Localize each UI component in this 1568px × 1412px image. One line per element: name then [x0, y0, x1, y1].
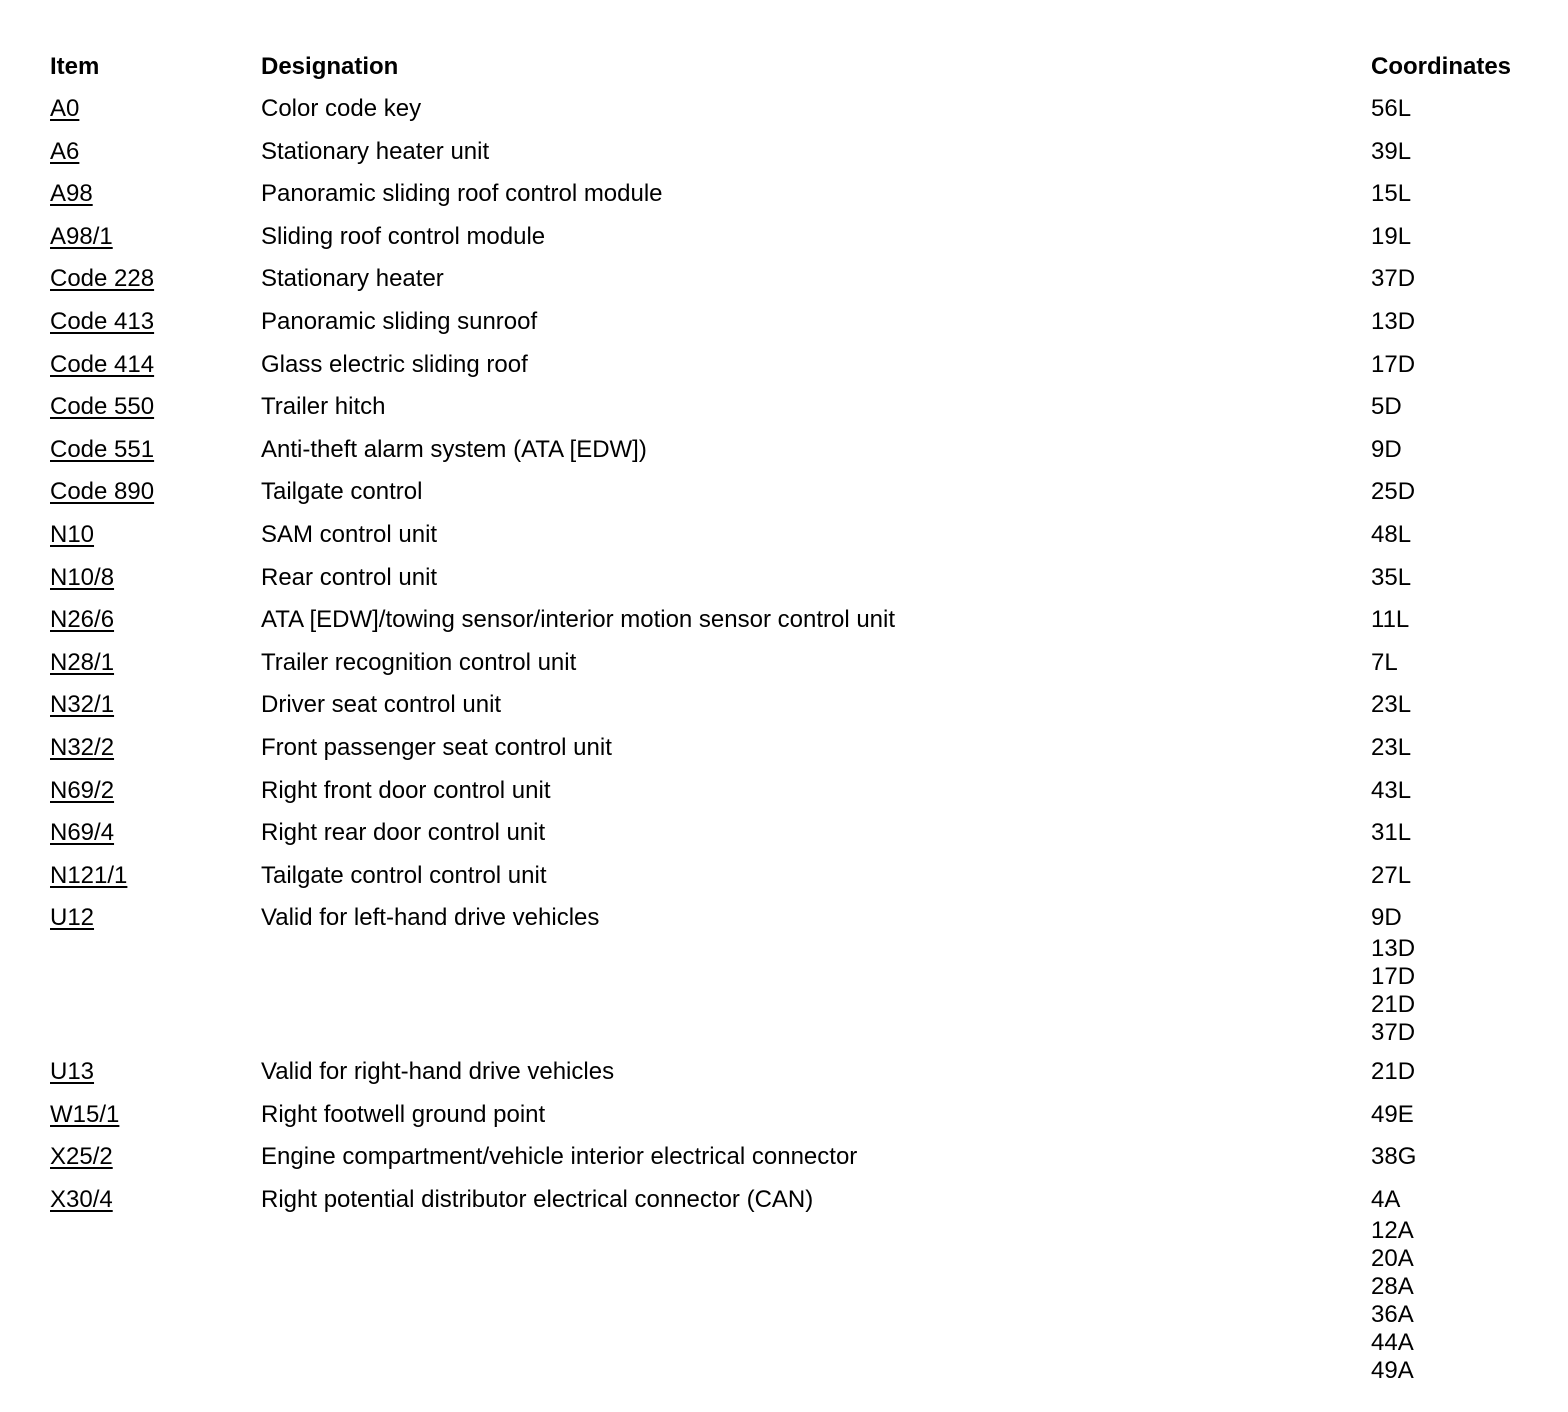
- coordinates-cell: [1371, 433, 1540, 467]
- item-cell: [50, 433, 261, 467]
- item-cell: [50, 177, 261, 211]
- coordinate-value: 19L: [1371, 222, 1412, 250]
- coordinates-cell: [1371, 262, 1540, 296]
- item-cell: [50, 135, 261, 169]
- item-cell: [50, 859, 261, 893]
- item-link[interactable]: N32/1: [50, 691, 115, 719]
- coordinates-cell: [1371, 561, 1540, 595]
- coordinate-value: 31L: [1371, 819, 1412, 847]
- item-cell: [50, 348, 261, 382]
- coordinate-value: 23L: [1371, 691, 1412, 719]
- coordinates-cell: [1371, 646, 1540, 680]
- item-cell: [50, 1140, 261, 1174]
- item-link[interactable]: Code 228: [50, 265, 155, 293]
- item-link[interactable]: Code 890: [50, 478, 155, 506]
- coordinate-value: 37D: [1371, 265, 1416, 293]
- item-link[interactable]: X25/2: [50, 1143, 113, 1171]
- item-cell: [50, 390, 261, 424]
- table-row: [50, 433, 1540, 476]
- item-cell: [50, 901, 261, 935]
- item-cell: [50, 305, 261, 339]
- table-row: [50, 348, 1540, 391]
- coordinate-value: 9D: [1371, 904, 1402, 932]
- item-cell: [50, 92, 261, 126]
- item-cell: [50, 262, 261, 296]
- table-row: [50, 774, 1540, 817]
- table-row: [50, 1098, 1540, 1141]
- coordinate-value: 11L: [1371, 606, 1410, 634]
- item-link[interactable]: N10/8: [50, 563, 115, 591]
- table-row: [50, 305, 1540, 348]
- table-row: [50, 475, 1540, 518]
- designation-cell: Right rear door control unit: [261, 819, 546, 847]
- coordinate-value: 21D: [1371, 991, 1416, 1019]
- coordinate-value: 35L: [1371, 563, 1412, 591]
- designation-cell: Valid for left-hand drive vehicles: [261, 904, 600, 932]
- coordinate-value: 17D: [1371, 963, 1416, 991]
- designation-cell: Anti-theft alarm system (ATA [EDW]): [261, 435, 647, 463]
- item-cell: [50, 1183, 261, 1217]
- coordinates-cell: [1371, 390, 1540, 424]
- table-row: [50, 92, 1540, 135]
- coordinate-value: 20A: [1371, 1245, 1414, 1273]
- table-row: [50, 1140, 1540, 1183]
- item-cell: [50, 603, 261, 637]
- item-link[interactable]: X30/4: [50, 1186, 113, 1214]
- table-row: [50, 135, 1540, 178]
- coordinates-cell: [1371, 731, 1540, 765]
- coordinates-cell: [1371, 688, 1540, 722]
- designation-cell: Right front door control unit: [261, 776, 551, 804]
- item-cell: [50, 688, 261, 722]
- designation-cell: Rear control unit: [261, 563, 438, 591]
- item-link[interactable]: N26/6: [50, 606, 115, 634]
- table-header: [50, 50, 1540, 92]
- item-link[interactable]: A98/1: [50, 222, 113, 250]
- item-cell: [50, 731, 261, 765]
- coordinate-value: 15L: [1371, 180, 1412, 208]
- table-row: [50, 816, 1540, 859]
- designation-cell: Valid for right-hand drive vehicles: [261, 1058, 615, 1086]
- coordinate-value: 44A: [1371, 1329, 1414, 1357]
- coordinate-value: 39L: [1371, 137, 1412, 165]
- coordinates-cell: [1371, 859, 1540, 893]
- item-link[interactable]: N121/1: [50, 861, 128, 889]
- coordinate-value: 13D: [1371, 307, 1416, 335]
- coordinate-value: 56L: [1371, 95, 1412, 122]
- designation-cell: Tailgate control: [261, 478, 423, 506]
- item-link[interactable]: Code 413: [50, 307, 155, 335]
- header-item: Item: [50, 53, 100, 80]
- designation-cell: SAM control unit: [261, 520, 438, 548]
- legend-table: [50, 50, 1540, 1393]
- coordinate-value: 25D: [1371, 478, 1416, 506]
- item-link[interactable]: N32/2: [50, 733, 115, 761]
- coordinates-cell: [1371, 1055, 1540, 1089]
- coordinates-cell: [1371, 348, 1540, 382]
- header-designation: Designation: [261, 53, 399, 80]
- coordinate-value: 9D: [1371, 435, 1402, 463]
- table-row: [50, 177, 1540, 220]
- coordinate-value: 38G: [1371, 1143, 1417, 1171]
- item-cell: [50, 518, 261, 552]
- designation-cell: Stationary heater: [261, 265, 444, 293]
- item-cell: [50, 816, 261, 850]
- item-cell: [50, 475, 261, 509]
- coordinates-cell: [1371, 1098, 1540, 1132]
- designation-cell: Trailer recognition control unit: [261, 648, 577, 676]
- coordinates-cell: [1371, 518, 1540, 552]
- coordinate-value: 7L: [1371, 648, 1398, 676]
- coordinate-value: 36A: [1371, 1301, 1414, 1329]
- designation-cell: Driver seat control unit: [261, 691, 502, 719]
- designation-cell: Panoramic sliding roof control module: [261, 180, 663, 208]
- header-coordinates: Coordinates: [1371, 53, 1512, 80]
- designation-cell: Color code key: [261, 95, 422, 122]
- table-row: [50, 1183, 1540, 1393]
- designation-cell: Glass electric sliding roof: [261, 350, 528, 378]
- table-row: [50, 688, 1540, 731]
- item-cell: [50, 1098, 261, 1132]
- coordinate-value: 43L: [1371, 776, 1412, 804]
- coordinate-value: 49E: [1371, 1100, 1414, 1128]
- designation-cell: Right footwell ground point: [261, 1100, 546, 1128]
- coordinate-value: 49A: [1371, 1357, 1414, 1385]
- coordinate-value: 37D: [1371, 1019, 1416, 1047]
- item-cell: [50, 1055, 261, 1089]
- item-link[interactable]: A0: [50, 95, 80, 122]
- coordinate-value: 21D: [1371, 1058, 1416, 1086]
- item-link[interactable]: A98: [50, 180, 93, 208]
- coordinate-value: 12A: [1371, 1217, 1414, 1245]
- coordinates-cell: [1371, 177, 1540, 211]
- item-link[interactable]: N28/1: [50, 648, 115, 676]
- item-cell: [50, 220, 261, 254]
- item-link[interactable]: Code 551: [50, 435, 155, 463]
- table-row: [50, 646, 1540, 689]
- coordinate-value: 5D: [1371, 393, 1402, 421]
- item-link[interactable]: A6: [50, 137, 80, 165]
- coordinates-cell: [1371, 603, 1540, 637]
- designation-cell: Panoramic sliding sunroof: [261, 307, 538, 335]
- table-row: [50, 731, 1540, 774]
- item-link[interactable]: U13: [50, 1058, 95, 1086]
- coordinates-cell: [1371, 901, 1540, 1047]
- table-body: [50, 92, 1540, 1393]
- coordinates-cell: [1371, 1140, 1540, 1174]
- item-cell: [50, 646, 261, 680]
- coordinates-cell: [1371, 475, 1540, 509]
- table-row: [50, 390, 1540, 433]
- table-row: [50, 561, 1540, 604]
- designation-cell: Stationary heater unit: [261, 137, 490, 165]
- coordinate-value: 13D: [1371, 935, 1416, 963]
- table-row: [50, 220, 1540, 263]
- coordinate-value: 23L: [1371, 733, 1412, 761]
- coordinates-cell: [1371, 1183, 1540, 1385]
- coordinate-value: 48L: [1371, 520, 1412, 548]
- item-link[interactable]: N69/4: [50, 819, 115, 847]
- designation-cell: Engine compartment/vehicle interior electrical connector: [261, 1143, 858, 1171]
- table-row: [50, 518, 1540, 561]
- item-link[interactable]: N69/2: [50, 776, 115, 804]
- item-link[interactable]: W15/1: [50, 1100, 120, 1128]
- coordinate-value: 17D: [1371, 350, 1416, 378]
- designation-cell: ATA [EDW]/towing sensor/interior motion sensor control unit: [261, 606, 896, 634]
- table-row: [50, 1055, 1540, 1098]
- coordinates-cell: [1371, 305, 1540, 339]
- designation-cell: Right potential distributor electrical connector (CAN): [261, 1186, 814, 1214]
- table-row: [50, 859, 1540, 902]
- item-link[interactable]: U12: [50, 904, 95, 932]
- designation-cell: Sliding roof control module: [261, 222, 546, 250]
- coordinates-cell: [1371, 220, 1540, 254]
- coordinate-value: 28A: [1371, 1273, 1414, 1301]
- coordinates-cell: [1371, 92, 1540, 126]
- item-link[interactable]: Code 414: [50, 350, 155, 378]
- item-cell: [50, 561, 261, 595]
- coordinate-value: 27L: [1371, 861, 1412, 889]
- designation-cell: Trailer hitch: [261, 393, 386, 421]
- item-cell: [50, 774, 261, 808]
- table-row: [50, 262, 1540, 305]
- table-row: [50, 901, 1540, 1055]
- table-row: [50, 603, 1540, 646]
- designation-cell: Front passenger seat control unit: [261, 733, 612, 761]
- item-link[interactable]: N10: [50, 520, 95, 548]
- item-link[interactable]: Code 550: [50, 393, 155, 421]
- designation-cell: Tailgate control control unit: [261, 861, 547, 889]
- coordinate-value: 4A: [1371, 1186, 1401, 1214]
- coordinates-cell: [1371, 816, 1540, 850]
- coordinates-cell: [1371, 774, 1540, 808]
- coordinates-cell: [1371, 135, 1540, 169]
